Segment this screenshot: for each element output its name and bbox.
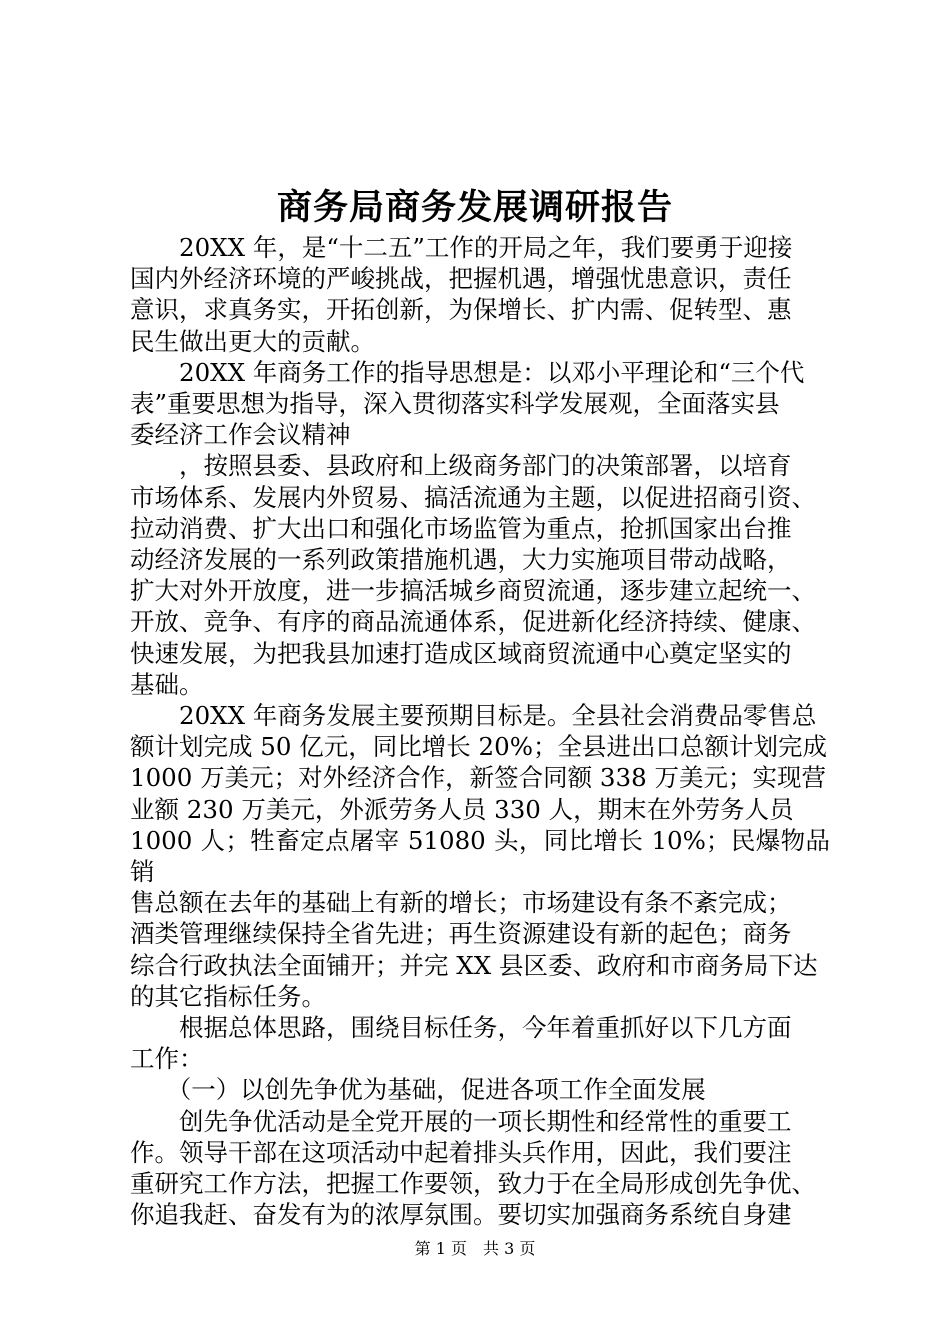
text-line: 扩大对外开放度，进一步搞活城乡商贸流通，逐步建立起统一、 — [130, 576, 816, 606]
text-line: 工作： — [130, 1044, 204, 1074]
text-line: 重研究工作方法，把握工作要领，致力于在全局形成创先争优、 — [130, 1169, 816, 1199]
text-line: 动经济发展的一系列政策措施机遇，大力实施项目带动战略， — [130, 545, 792, 575]
section-heading: （一）以创先争优为基础，促进各项工作全面发展 — [130, 1075, 706, 1105]
text-line: 创先争优活动是全党开展的一项长期性和经常性的重要工 — [130, 1106, 792, 1136]
text-line: 作。领导干部在这项活动中起着排头兵作用，因此，我们要注 — [130, 1137, 792, 1167]
text-line: 业额 230 万美元，外派劳务人员 330 人，期末在外劳务人员 — [130, 794, 794, 824]
text-line: 酒类管理继续保持全省先进；再生资源建设有新的起色；商务 — [130, 919, 792, 949]
text-line: 额计划完成 50 亿元，同比增长 20%；全县进出口总额计划完成 — [130, 732, 827, 762]
text-line: 20XX 年商务发展主要预期目标是。全县社会消费品零售总 — [130, 701, 817, 731]
text-line: 1000 万美元；对外经济合作，新签合同额 338 万美元；实现营 — [130, 763, 826, 793]
text-line: 基础。 — [130, 669, 204, 699]
text-line: 民生做出更大的贡献。 — [130, 326, 375, 356]
page-footer: 第 1 页 共 3 页 — [414, 1239, 536, 1258]
text-line: 开放、竞争、有序的商品流通体系，促进新化经济持续、健康、 — [130, 607, 816, 637]
text-line: 20XX 年商务工作的指导思想是：以邓小平理论和“三个代 — [130, 357, 805, 387]
text-line: 综合行政执法全面铺开；并完 XX 县区委、政府和市商务局下达 — [130, 950, 818, 980]
text-line: 1000 人；牲畜定点屠宰 51080 头，同比增长 10%；民爆物品销 — [130, 825, 830, 887]
text-line: 国内外经济环境的严峻挑战，把握机遇，增强忧患意识，责任 — [130, 264, 792, 294]
text-line: 意识，求真务实，开拓创新，为保增长、扩内需、促转型、惠 — [130, 295, 792, 325]
document-title: 商务局商务发展调研报告 — [276, 187, 673, 228]
text-line: 表”重要思想为指导，深入贯彻落实科学发展观，全面落实县 — [130, 389, 780, 419]
text-line: 快速发展，为把我县加速打造成区域商贸流通中心奠定坚实的 — [130, 638, 792, 668]
text-line: 售总额在去年的基础上有新的增长；市场建设有条不紊完成； — [130, 888, 792, 918]
document-body — [130, 232, 830, 1231]
text-line: 委经济工作会议精神 — [130, 420, 351, 450]
text-line: 20XX 年，是“十二五”工作的开局之年，我们要勇于迎接 — [130, 233, 793, 262]
text-line: ，按照县委、县政府和上级商务部门的决策部署，以培育 — [130, 451, 792, 481]
text-line: 你追我赶、奋发有为的浓厚氛围。要切实加强商务系统自身建 — [130, 1200, 792, 1230]
text-line: 拉动消费、扩大出口和强化市场监管为重点，抢抓国家出台推 — [130, 513, 792, 543]
text-line: 的其它指标任务。 — [130, 981, 326, 1011]
text-line: 市场体系、发展内外贸易、搞活流通为主题，以促进招商引资、 — [130, 482, 816, 512]
text-line: 根据总体思路，围绕目标任务，今年着重抓好以下几方面 — [130, 1013, 792, 1043]
